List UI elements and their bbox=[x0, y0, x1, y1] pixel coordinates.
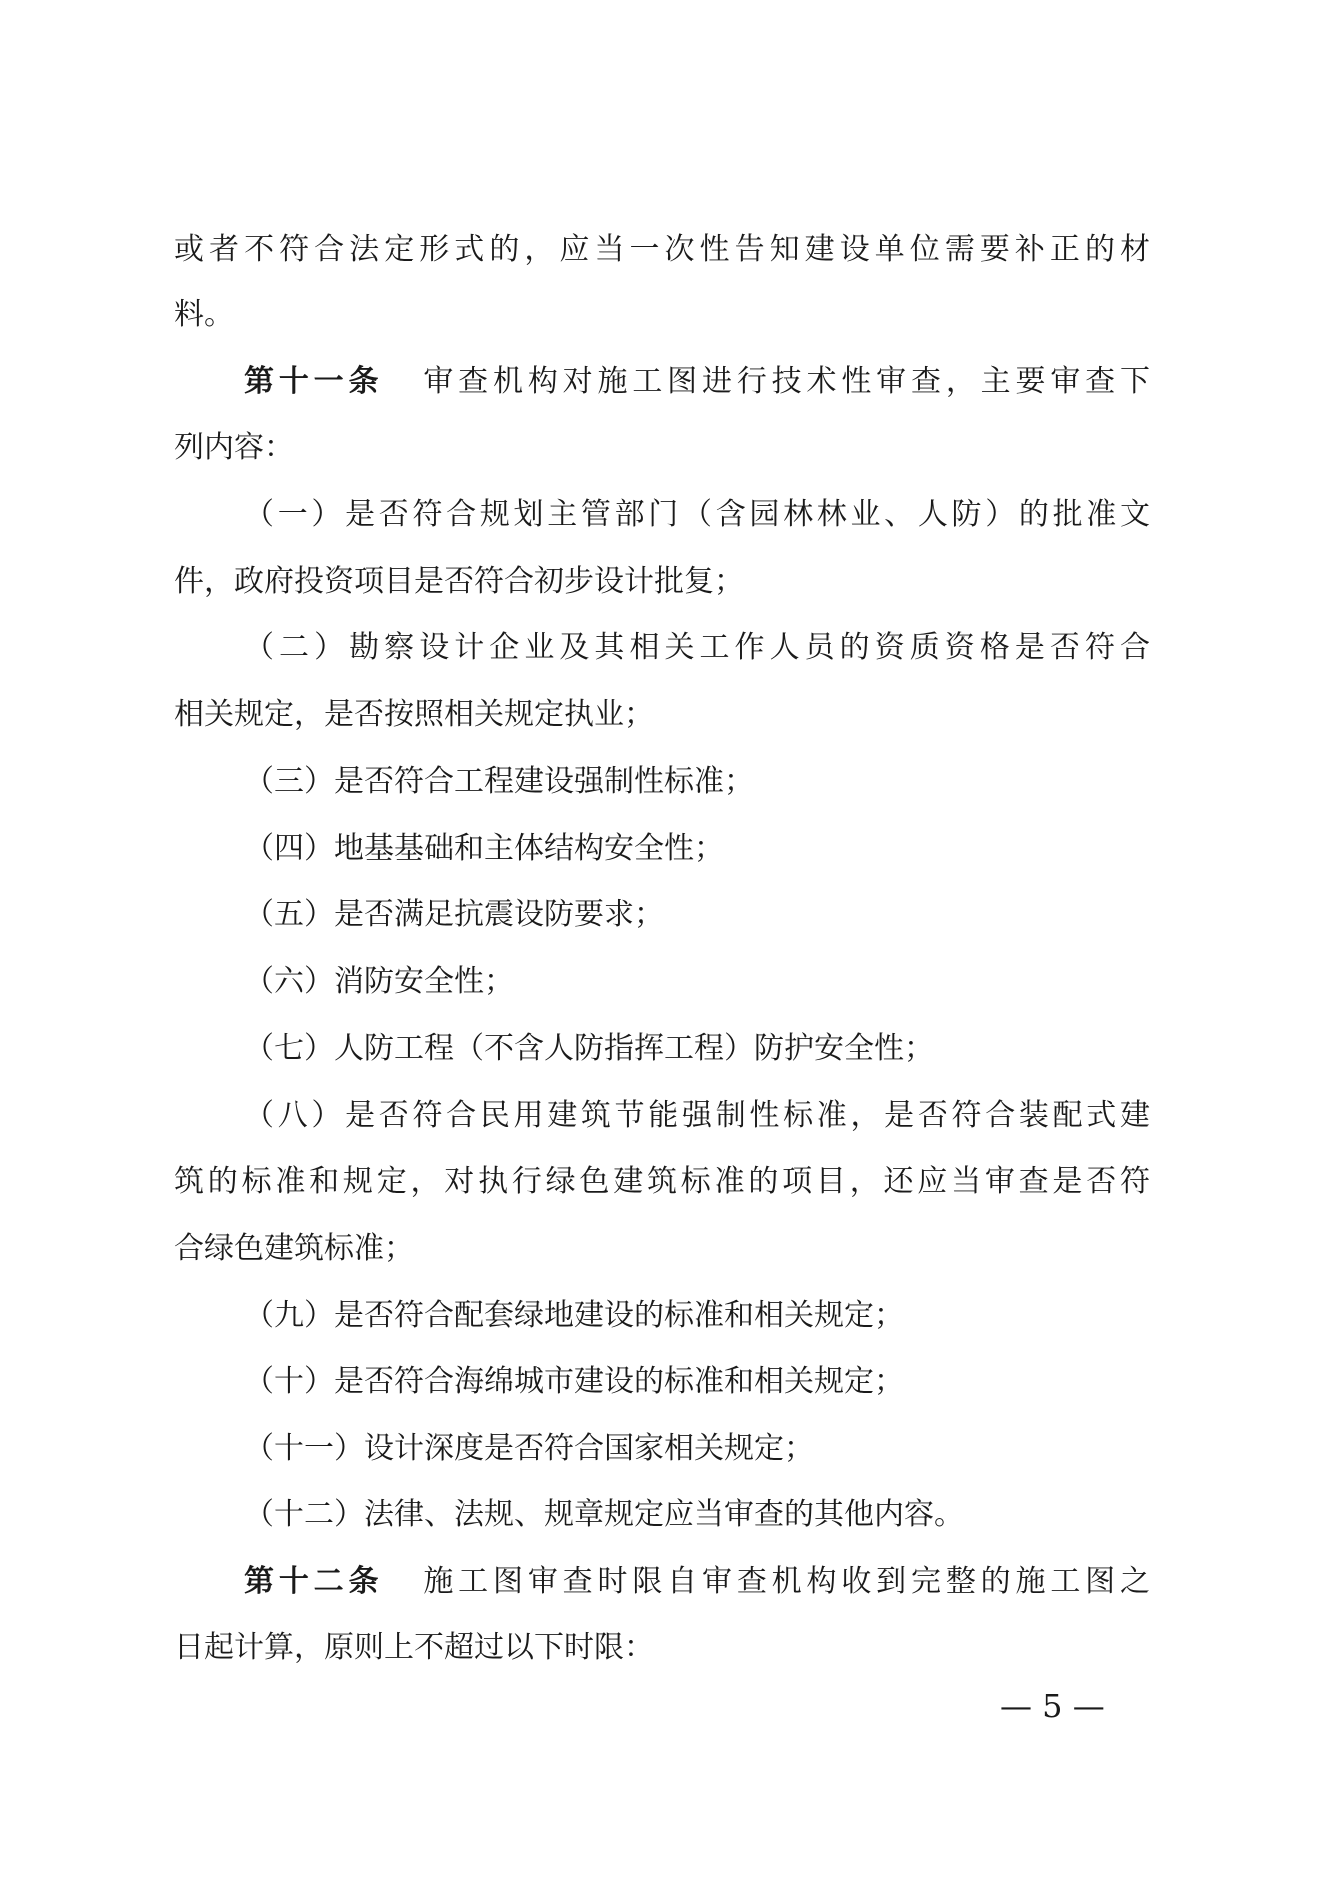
item-1-line: （一）是否符合规划主管部门（含园林林业、人防）的批准文 bbox=[244, 497, 1150, 532]
item-3: （三）是否符合工程建设强制性标准； bbox=[244, 764, 754, 799]
body-line: 列内容： bbox=[174, 430, 294, 465]
article-11-text: 审查机构对施工图进行技术性审查，主要审查下 bbox=[423, 364, 1151, 399]
item-5: （五）是否满足抗震设防要求； bbox=[244, 897, 664, 932]
article-11-heading-line bbox=[244, 362, 1150, 402]
item-2-line: （二）勘察设计企业及其相关工作人员的资质资格是否符合 bbox=[244, 630, 1150, 665]
item-7: （七）人防工程（不含人防指挥工程）防护安全性； bbox=[244, 1031, 934, 1066]
article-12-heading-line bbox=[244, 1562, 1150, 1602]
body-line: 日起计算，原则上不超过以下时限： bbox=[174, 1630, 654, 1665]
article-12-title: 第十二条 bbox=[244, 1564, 384, 1599]
item-1-line: 件，政府投资项目是否符合初步设计批复； bbox=[174, 564, 744, 599]
body-line: 或者不符合法定形式的，应当一次性告知建设单位需要补正的材 bbox=[174, 232, 1150, 267]
item-8-line: 筑的标准和规定，对执行绿色建筑标准的项目，还应当审查是否符 bbox=[174, 1164, 1150, 1199]
page-number: — 5 — bbox=[1000, 1687, 1105, 1725]
item-8-line: 合绿色建筑标准； bbox=[174, 1231, 414, 1266]
body-line: 料。 bbox=[174, 297, 234, 332]
item-4: （四）地基基础和主体结构安全性； bbox=[244, 831, 724, 866]
item-8-line: （八）是否符合民用建筑节能强制性标准，是否符合装配式建 bbox=[244, 1098, 1150, 1133]
item-12: （十二）法律、法规、规章规定应当审查的其他内容。 bbox=[244, 1497, 964, 1532]
article-12-text: 施工图审查时限自审查机构收到完整的施工图之 bbox=[423, 1564, 1151, 1599]
item-2-line: 相关规定，是否按照相关规定执业； bbox=[174, 697, 654, 732]
item-11: （十一）设计深度是否符合国家相关规定； bbox=[244, 1431, 814, 1466]
item-10: （十）是否符合海绵城市建设的标准和相关规定； bbox=[244, 1364, 904, 1399]
item-9: （九）是否符合配套绿地建设的标准和相关规定； bbox=[244, 1298, 904, 1333]
item-6: （六）消防安全性； bbox=[244, 964, 514, 999]
article-11-title: 第十一条 bbox=[244, 364, 384, 399]
